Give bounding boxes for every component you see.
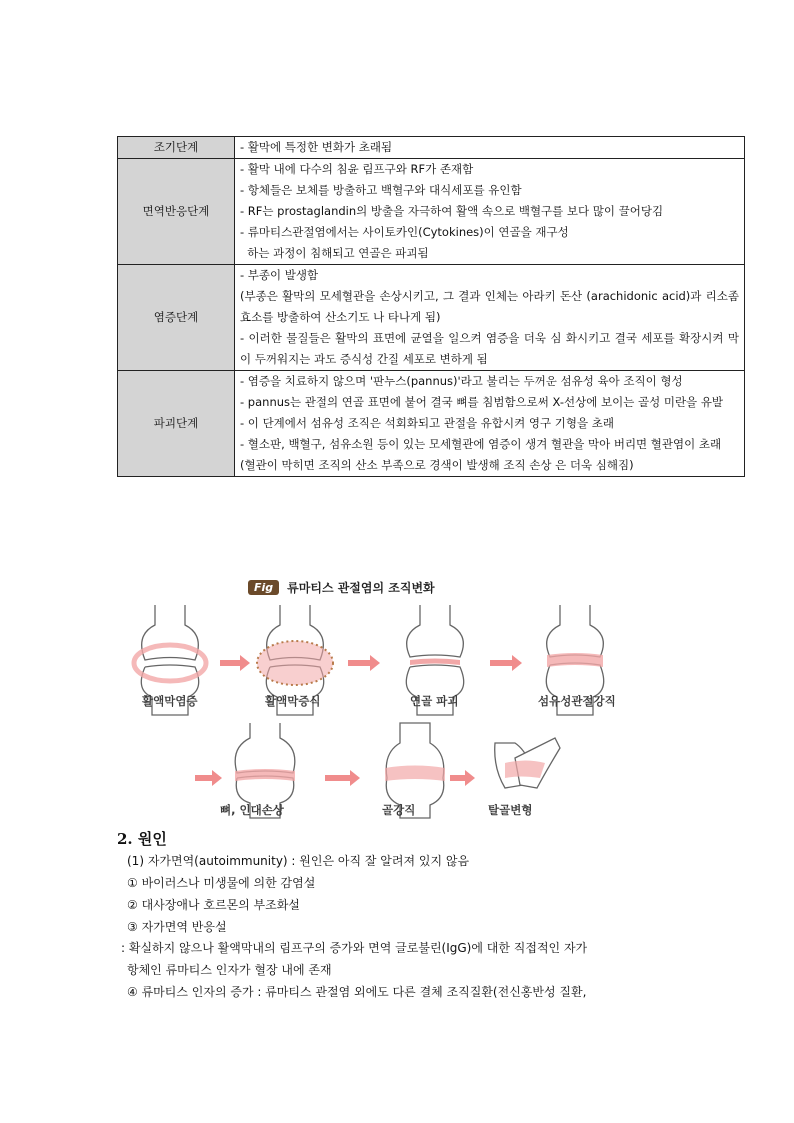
arrow-icon bbox=[325, 770, 360, 786]
table-row bbox=[118, 159, 745, 265]
stage-description-cell bbox=[235, 265, 745, 371]
arrow-icon bbox=[490, 655, 522, 671]
stage-line: - 염증을 치료하지 않으며 '판누스(pannus)'라고 불리는 두꺼운 섬유성 육아 조직이 형성 bbox=[240, 374, 683, 388]
figure-caption: 탈골변형 bbox=[488, 803, 533, 817]
stage-line: - 부종이 발생함 bbox=[240, 268, 319, 282]
stage-name-cell: 면역반응단계 bbox=[118, 159, 235, 265]
table-row bbox=[118, 137, 745, 159]
stage-line: - 혈소판, 백혈구, 섬유소원 등이 있는 모세혈관에 염증이 생겨 혈관을 막아 버리면 혈관염이 초래 bbox=[240, 437, 722, 451]
stage-line: - 류마티스관절염에서는 사이토카인(Cytokines)이 연골을 재구성 bbox=[240, 225, 569, 239]
figure-caption: 골강직 bbox=[382, 803, 416, 817]
body-line: ② 대사장애나 호르몬의 부조화설 bbox=[127, 898, 300, 912]
stage-name-cell: 염증단계 bbox=[118, 265, 235, 371]
stage-line: - 이러한 물질들은 활막의 표면에 균열을 일으켜 염증을 더욱 심 화시키고 결국 세포를 확장시켜 막이 두꺼워지는 과도 증식성 간질 세포로 변하게 됨 bbox=[240, 331, 739, 366]
stage-line: - 활막에 특정한 변화가 초래됨 bbox=[240, 140, 393, 154]
stage-line: - pannus는 관절의 연골 표면에 붙어 결국 뼈를 침범함으로써 X-선상에 보이는 골성 미란을 유발 bbox=[240, 395, 724, 409]
body-line: (1) 자가면역(autoimmunity) : 원인은 아직 잘 알려져 있지 않음 bbox=[127, 854, 470, 868]
body-line: ① 바이러스나 미생물에 의한 감염설 bbox=[127, 876, 316, 890]
stage-line: - 이 단계에서 섬유성 조직은 석회화되고 관절을 유합시켜 영구 기형을 초래 bbox=[240, 416, 614, 430]
figure-caption: 활액막염증 bbox=[142, 694, 198, 708]
table-row bbox=[118, 265, 745, 371]
body-line: ④ 류마티스 인자의 증가 : 류마티스 관절염 외에도 다른 결체 조직질환(전신홍반성 질환, bbox=[127, 985, 587, 999]
stage-line: - 활막 내에 다수의 침윤 림프구와 RF가 존재함 bbox=[240, 162, 474, 176]
body-line: : 확실하지 않으나 활액막내의 림프구의 증가와 면역 글로불린(IgG)에 대한 직접적인 자가 bbox=[121, 941, 588, 955]
stage-description-cell bbox=[235, 137, 745, 159]
arrow-icon bbox=[450, 770, 475, 786]
joint-changes-figure bbox=[120, 575, 660, 825]
figure-title: 류마티스 관절염의 조직변화 bbox=[287, 580, 435, 595]
stage-line: (혈관이 막히면 조직의 산소 부족으로 경색이 발생해 조직 손상 은 더욱 심해짐) bbox=[240, 458, 634, 472]
stage-name-cell: 조기단계 bbox=[118, 137, 235, 159]
stage-table bbox=[117, 136, 745, 477]
body-line: 항체인 류마티스 인자가 혈장 내에 존재 bbox=[127, 963, 332, 977]
stage-line: - 항체들은 보체를 방출하고 백혈구와 대식세포를 유인함 bbox=[240, 183, 522, 197]
table-row bbox=[118, 371, 745, 477]
figure-caption: 활액막증식 bbox=[265, 694, 321, 708]
stage-name-cell: 파괴단계 bbox=[118, 371, 235, 477]
figure-caption: 뼈, 인대손상 bbox=[220, 803, 284, 817]
arrow-icon bbox=[348, 655, 380, 671]
stage-description-cell bbox=[235, 159, 745, 265]
arrow-icon bbox=[195, 770, 222, 786]
stage-description-cell bbox=[235, 371, 745, 477]
stage-line: (부종은 활막의 모세혈관을 손상시키고, 그 결과 인체는 아라키 돈산 (arachidonic acid)과 리소좀 효소를 방출하여 산소기도 나 타나게 됨) bbox=[240, 289, 739, 324]
figure-caption: 섬유성관절강직 bbox=[538, 694, 616, 708]
figure-badge: Fig bbox=[248, 580, 279, 595]
body-line: ③ 자가면역 반응설 bbox=[127, 920, 227, 934]
figure-caption: 연골 파괴 bbox=[410, 694, 459, 708]
joint-subluxation-deformity-illustration bbox=[495, 738, 560, 788]
section-title: 2. 원인 bbox=[117, 830, 167, 848]
arrow-icon bbox=[220, 655, 250, 671]
stage-line: 하는 과정이 침해되고 연골은 파괴됨 bbox=[240, 246, 429, 260]
stage-line: - RF는 prostaglandin의 방출을 자극하여 활액 속으로 백혈구를 보다 많이 끌어당김 bbox=[240, 204, 664, 218]
